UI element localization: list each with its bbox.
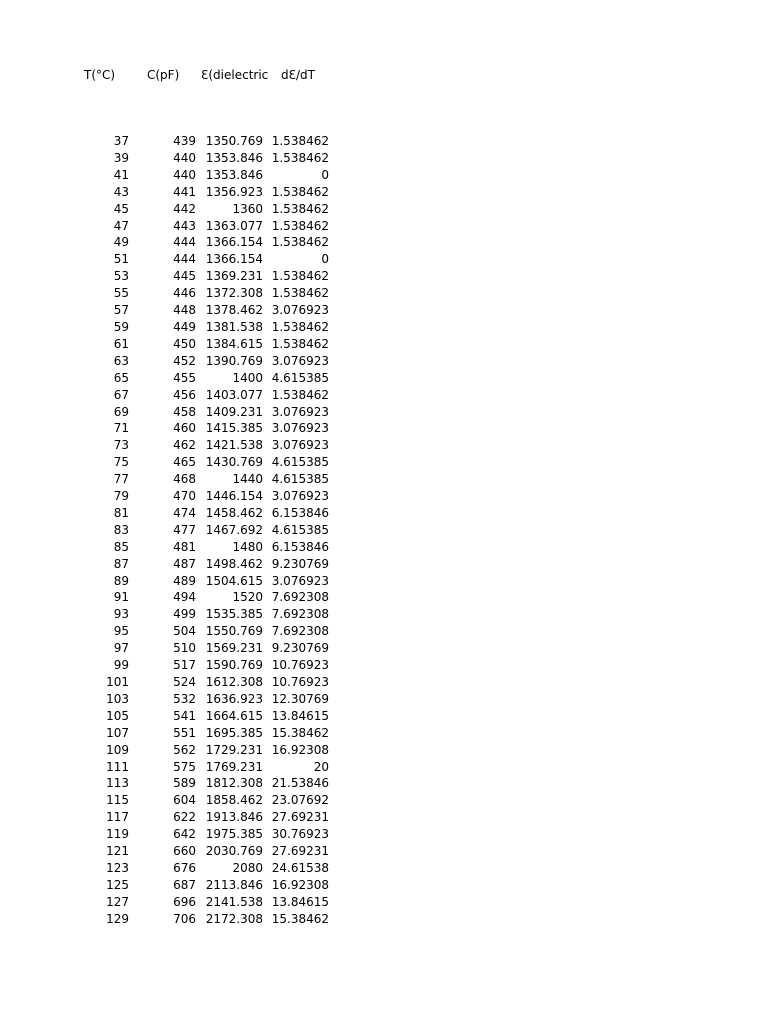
cell-temperature[interactable]: 53 <box>113 269 129 284</box>
table-row <box>0 471 360 488</box>
cell-capacitance[interactable]: 441 <box>173 184 196 199</box>
cell-temperature[interactable]: 85 <box>113 539 129 554</box>
cell-temperature[interactable]: 49 <box>113 235 129 250</box>
cell-temperature[interactable]: 71 <box>113 421 129 436</box>
cell-capacitance[interactable]: 481 <box>173 539 196 554</box>
table-row <box>0 370 360 387</box>
table-row <box>0 911 360 928</box>
cell-dielectric[interactable]: 1356.923 <box>205 184 263 199</box>
cell-derivative[interactable]: 3.076923 <box>271 421 329 436</box>
header-capacitance[interactable]: C(pF) <box>147 68 180 82</box>
cell-dielectric[interactable]: 2141.538 <box>205 894 263 909</box>
cell-temperature[interactable]: 45 <box>113 201 129 216</box>
cell-capacitance[interactable]: 446 <box>173 286 196 301</box>
cell-dielectric[interactable]: 1569.231 <box>205 641 263 656</box>
cell-capacitance[interactable]: 517 <box>173 658 196 673</box>
cell-capacitance[interactable]: 470 <box>173 489 196 504</box>
cell-capacitance[interactable]: 445 <box>173 269 196 284</box>
cell-dielectric[interactable]: 1372.308 <box>205 286 263 301</box>
table-row <box>0 454 360 471</box>
cell-dielectric[interactable]: 1504.615 <box>205 573 263 588</box>
cell-temperature[interactable]: 123 <box>106 860 129 875</box>
cell-capacitance[interactable]: 456 <box>173 387 196 402</box>
header-dielectric[interactable]: Ɛ(dielectric <box>201 68 269 82</box>
cell-dielectric[interactable]: 1446.154 <box>205 489 263 504</box>
cell-dielectric[interactable]: 1384.615 <box>205 336 263 351</box>
table-row <box>0 742 360 759</box>
cell-dielectric[interactable]: 1975.385 <box>205 827 263 842</box>
table-row <box>0 437 360 454</box>
cell-temperature[interactable]: 81 <box>113 505 129 520</box>
cell-temperature[interactable]: 67 <box>113 387 129 402</box>
cell-derivative[interactable]: 1.538462 <box>271 184 329 199</box>
cell-derivative[interactable]: 3.076923 <box>271 404 329 419</box>
table-row <box>0 234 360 251</box>
cell-capacitance[interactable]: 439 <box>173 134 196 148</box>
cell-temperature[interactable]: 69 <box>113 404 129 419</box>
table-row <box>0 606 360 623</box>
cell-capacitance[interactable]: 494 <box>173 590 196 605</box>
cell-derivative[interactable]: 13.84615 <box>271 708 329 723</box>
cell-capacitance[interactable]: 440 <box>173 167 196 182</box>
cell-capacitance[interactable]: 444 <box>173 235 196 250</box>
cell-derivative[interactable]: 13.84615 <box>271 894 329 909</box>
table-row <box>0 691 360 708</box>
cell-capacitance[interactable]: 532 <box>173 691 196 706</box>
cell-derivative[interactable]: 27.69231 <box>271 810 329 825</box>
cell-capacitance[interactable]: 474 <box>173 505 196 520</box>
cell-temperature[interactable]: 57 <box>113 303 129 318</box>
cell-dielectric[interactable]: 1400 <box>232 370 263 385</box>
cell-derivative[interactable]: 23.07692 <box>271 793 329 808</box>
table-row <box>0 556 360 573</box>
cell-derivative[interactable]: 7.692308 <box>271 624 329 639</box>
table-row <box>0 285 360 302</box>
cell-derivative[interactable]: 1.538462 <box>271 286 329 301</box>
table-row <box>0 488 360 505</box>
cell-derivative[interactable]: 15.38462 <box>271 911 329 926</box>
cell-temperature[interactable]: 105 <box>106 708 129 723</box>
cell-capacitance[interactable]: 687 <box>173 877 196 892</box>
cell-temperature[interactable]: 65 <box>113 370 129 385</box>
table-row <box>0 573 360 590</box>
cell-capacitance[interactable]: 455 <box>173 370 196 385</box>
cell-dielectric[interactable]: 1550.769 <box>205 624 263 639</box>
cell-derivative[interactable]: 7.692308 <box>271 590 329 605</box>
cell-capacitance[interactable]: 660 <box>173 844 196 859</box>
table-row <box>0 860 360 877</box>
cell-temperature[interactable]: 97 <box>113 641 129 656</box>
cell-capacitance[interactable]: 468 <box>173 472 196 487</box>
cell-dielectric[interactable]: 1430.769 <box>205 455 263 470</box>
table-row <box>0 657 360 674</box>
cell-capacitance[interactable]: 448 <box>173 303 196 318</box>
cell-derivative[interactable]: 21.53846 <box>271 776 329 791</box>
cell-dielectric[interactable]: 1350.769 <box>205 134 263 148</box>
cell-capacitance[interactable]: 444 <box>173 252 196 267</box>
cell-temperature[interactable]: 113 <box>106 776 129 791</box>
cell-dielectric[interactable]: 1695.385 <box>205 725 263 740</box>
cell-capacitance[interactable]: 706 <box>173 911 196 926</box>
cell-capacitance[interactable]: 504 <box>173 624 196 639</box>
cell-temperature[interactable]: 91 <box>113 590 129 605</box>
cell-capacitance[interactable]: 462 <box>173 438 196 453</box>
cell-temperature[interactable]: 51 <box>113 252 129 267</box>
cell-dielectric[interactable]: 1812.308 <box>205 776 263 791</box>
cell-dielectric[interactable]: 1366.154 <box>205 235 263 250</box>
cell-temperature[interactable]: 103 <box>106 691 129 706</box>
cell-temperature[interactable]: 37 <box>113 134 129 148</box>
cell-capacitance[interactable]: 465 <box>173 455 196 470</box>
cell-temperature[interactable]: 77 <box>113 472 129 487</box>
cell-derivative[interactable]: 30.76923 <box>271 827 329 842</box>
table-row <box>0 877 360 894</box>
cell-derivative[interactable]: 1.538462 <box>271 201 329 216</box>
cell-dielectric[interactable]: 1360 <box>232 201 263 216</box>
cell-dielectric[interactable]: 1403.077 <box>205 387 263 402</box>
cell-temperature[interactable]: 61 <box>113 336 129 351</box>
cell-dielectric[interactable]: 1729.231 <box>205 742 263 757</box>
cell-dielectric[interactable]: 1664.615 <box>205 708 263 723</box>
data-rows <box>0 133 360 928</box>
table-row <box>0 218 360 235</box>
cell-derivative[interactable]: 1.538462 <box>271 336 329 351</box>
cell-temperature[interactable]: 87 <box>113 556 129 571</box>
table-row <box>0 843 360 860</box>
cell-derivative[interactable]: 27.69231 <box>271 844 329 859</box>
cell-derivative[interactable]: 9.230769 <box>271 641 329 656</box>
table-row <box>0 319 360 336</box>
cell-derivative[interactable]: 1.538462 <box>271 387 329 402</box>
cell-dielectric[interactable]: 2030.769 <box>205 844 263 859</box>
cell-capacitance[interactable]: 562 <box>173 742 196 757</box>
cell-derivative[interactable]: 20 <box>313 759 329 774</box>
table-row <box>0 201 360 218</box>
cell-capacitance[interactable]: 477 <box>173 522 196 537</box>
header-row <box>0 66 360 84</box>
table-row <box>0 404 360 421</box>
table-row <box>0 184 360 201</box>
cell-dielectric[interactable]: 1366.154 <box>205 252 263 267</box>
cell-temperature[interactable]: 127 <box>106 894 129 909</box>
cell-dielectric[interactable]: 1498.462 <box>205 556 263 571</box>
cell-derivative[interactable]: 3.076923 <box>271 438 329 453</box>
cell-temperature[interactable]: 111 <box>106 759 129 774</box>
table-row <box>0 302 360 319</box>
cell-capacitance[interactable]: 443 <box>173 218 196 233</box>
cell-dielectric[interactable]: 1353.846 <box>205 150 263 165</box>
table-row <box>0 809 360 826</box>
table-row <box>0 894 360 911</box>
cell-dielectric[interactable]: 2113.846 <box>205 877 263 892</box>
cell-dielectric[interactable]: 2172.308 <box>205 911 263 926</box>
cell-dielectric[interactable]: 1458.462 <box>205 505 263 520</box>
table-row <box>0 792 360 809</box>
cell-dielectric[interactable]: 1421.538 <box>205 438 263 453</box>
cell-capacitance[interactable]: 541 <box>173 708 196 723</box>
table-row <box>0 623 360 640</box>
cell-dielectric[interactable]: 1363.077 <box>205 218 263 233</box>
cell-dielectric[interactable]: 1858.462 <box>205 793 263 808</box>
table-row <box>0 150 360 167</box>
cell-capacitance[interactable]: 458 <box>173 404 196 419</box>
cell-derivative[interactable]: 12.30769 <box>271 691 329 706</box>
cell-dielectric[interactable]: 2080 <box>232 860 263 875</box>
cell-temperature[interactable]: 93 <box>113 607 129 622</box>
cell-derivative[interactable]: 24.61538 <box>271 860 329 875</box>
header-derivative[interactable]: dƐ/dT <box>281 68 315 82</box>
cell-dielectric[interactable]: 1409.231 <box>205 404 263 419</box>
cell-temperature[interactable]: 83 <box>113 522 129 537</box>
cell-temperature[interactable]: 117 <box>106 810 129 825</box>
cell-derivative[interactable]: 0 <box>321 167 329 182</box>
cell-temperature[interactable]: 39 <box>113 150 129 165</box>
cell-temperature[interactable]: 55 <box>113 286 129 301</box>
cell-dielectric[interactable]: 1913.846 <box>205 810 263 825</box>
cell-temperature[interactable]: 99 <box>113 658 129 673</box>
table-row <box>0 133 360 150</box>
cell-temperature[interactable]: 79 <box>113 489 129 504</box>
cell-derivative[interactable]: 16.92308 <box>271 742 329 757</box>
cell-temperature[interactable]: 41 <box>113 167 129 182</box>
cell-derivative[interactable]: 1.538462 <box>271 235 329 250</box>
cell-capacitance[interactable]: 642 <box>173 827 196 842</box>
cell-derivative[interactable]: 3.076923 <box>271 489 329 504</box>
table-row <box>0 268 360 285</box>
cell-temperature[interactable]: 107 <box>106 725 129 740</box>
table-row <box>0 387 360 404</box>
cell-capacitance[interactable]: 487 <box>173 556 196 571</box>
cell-capacitance[interactable]: 449 <box>173 319 196 334</box>
cell-temperature[interactable]: 63 <box>113 353 129 368</box>
cell-capacitance[interactable]: 440 <box>173 150 196 165</box>
table-row <box>0 167 360 184</box>
cell-derivative[interactable]: 7.692308 <box>271 607 329 622</box>
cell-temperature[interactable]: 59 <box>113 319 129 334</box>
table-row <box>0 539 360 556</box>
cell-capacitance[interactable]: 450 <box>173 336 196 351</box>
table-row <box>0 251 360 268</box>
table-row <box>0 353 360 370</box>
cell-derivative[interactable]: 10.76923 <box>271 675 329 689</box>
cell-capacitance[interactable]: 676 <box>173 860 196 875</box>
cell-derivative[interactable]: 0 <box>321 252 329 267</box>
cell-derivative[interactable]: 9.230769 <box>271 556 329 571</box>
cell-derivative[interactable]: 1.538462 <box>271 150 329 165</box>
cell-dielectric[interactable]: 1440 <box>232 472 263 487</box>
cell-temperature[interactable]: 73 <box>113 438 129 453</box>
table-row <box>0 522 360 539</box>
cell-capacitance[interactable]: 551 <box>173 725 196 740</box>
cell-derivative[interactable]: 4.615385 <box>271 522 329 537</box>
table-row <box>0 708 360 725</box>
cell-capacitance[interactable]: 499 <box>173 607 196 622</box>
table-row <box>0 725 360 742</box>
cell-capacitance[interactable]: 442 <box>173 201 196 216</box>
cell-capacitance[interactable]: 575 <box>173 759 196 774</box>
cell-dielectric[interactable]: 1467.692 <box>205 522 263 537</box>
cell-derivative[interactable]: 4.615385 <box>271 370 329 385</box>
cell-derivative[interactable]: 1.538462 <box>271 218 329 233</box>
table-row <box>0 336 360 353</box>
cell-dielectric[interactable]: 1480 <box>232 539 263 554</box>
cell-derivative[interactable]: 4.615385 <box>271 455 329 470</box>
cell-derivative[interactable]: 1.538462 <box>271 269 329 284</box>
cell-capacitance[interactable]: 622 <box>173 810 196 825</box>
cell-dielectric[interactable]: 1378.462 <box>205 303 263 318</box>
cell-dielectric[interactable]: 1390.769 <box>205 353 263 368</box>
cell-dielectric[interactable]: 1381.538 <box>205 319 263 334</box>
table-row <box>0 640 360 657</box>
cell-dielectric[interactable]: 1369.231 <box>205 269 263 284</box>
cell-temperature[interactable]: 109 <box>106 742 129 757</box>
cell-capacitance[interactable]: 489 <box>173 573 196 588</box>
cell-dielectric[interactable]: 1353.846 <box>205 167 263 182</box>
cell-capacitance[interactable]: 452 <box>173 353 196 368</box>
cell-dielectric[interactable]: 1769.231 <box>205 759 263 774</box>
cell-derivative[interactable]: 1.538462 <box>271 319 329 334</box>
cell-temperature[interactable]: 119 <box>106 827 129 842</box>
cell-derivative[interactable]: 6.153846 <box>271 539 329 554</box>
cell-dielectric[interactable]: 1590.769 <box>205 658 263 673</box>
cell-temperature[interactable]: 129 <box>106 911 129 926</box>
cell-derivative[interactable]: 6.153846 <box>271 505 329 520</box>
table-row <box>0 589 360 606</box>
cell-capacitance[interactable]: 510 <box>173 641 196 656</box>
cell-temperature[interactable]: 125 <box>106 877 129 892</box>
cell-capacitance[interactable]: 589 <box>173 776 196 791</box>
cell-derivative[interactable]: 1.538462 <box>271 134 329 148</box>
cell-derivative[interactable]: 3.076923 <box>271 573 329 588</box>
cell-derivative[interactable]: 4.615385 <box>271 472 329 487</box>
header-temperature[interactable]: T(°C) <box>84 68 116 82</box>
cell-temperature[interactable]: 115 <box>106 793 129 808</box>
table-row <box>0 420 360 437</box>
cell-capacitance[interactable]: 604 <box>173 793 196 808</box>
table-row <box>0 505 360 522</box>
cell-temperature[interactable]: 75 <box>113 455 129 470</box>
table-row <box>0 775 360 792</box>
table-row <box>0 674 360 691</box>
cell-dielectric[interactable]: 1612.308 <box>205 675 263 689</box>
cell-capacitance[interactable]: 696 <box>173 894 196 909</box>
cell-dielectric[interactable]: 1535.385 <box>205 607 263 622</box>
cell-temperature[interactable]: 101 <box>106 675 129 689</box>
cell-derivative[interactable]: 3.076923 <box>271 303 329 318</box>
cell-derivative[interactable]: 3.076923 <box>271 353 329 368</box>
cell-dielectric[interactable]: 1415.385 <box>205 421 263 436</box>
table-row <box>0 826 360 843</box>
cell-derivative[interactable]: 10.76923 <box>271 658 329 673</box>
cell-temperature[interactable]: 121 <box>106 844 129 859</box>
cell-temperature[interactable]: 95 <box>113 624 129 639</box>
cell-temperature[interactable]: 89 <box>113 573 129 588</box>
cell-capacitance[interactable]: 460 <box>173 421 196 436</box>
cell-capacitance[interactable]: 524 <box>173 675 196 689</box>
cell-temperature[interactable]: 47 <box>113 218 129 233</box>
cell-temperature[interactable]: 43 <box>113 184 129 199</box>
table-row <box>0 759 360 776</box>
cell-derivative[interactable]: 15.38462 <box>271 725 329 740</box>
cell-derivative[interactable]: 16.92308 <box>271 877 329 892</box>
cell-dielectric[interactable]: 1636.923 <box>205 691 263 706</box>
cell-dielectric[interactable]: 1520 <box>232 590 263 605</box>
